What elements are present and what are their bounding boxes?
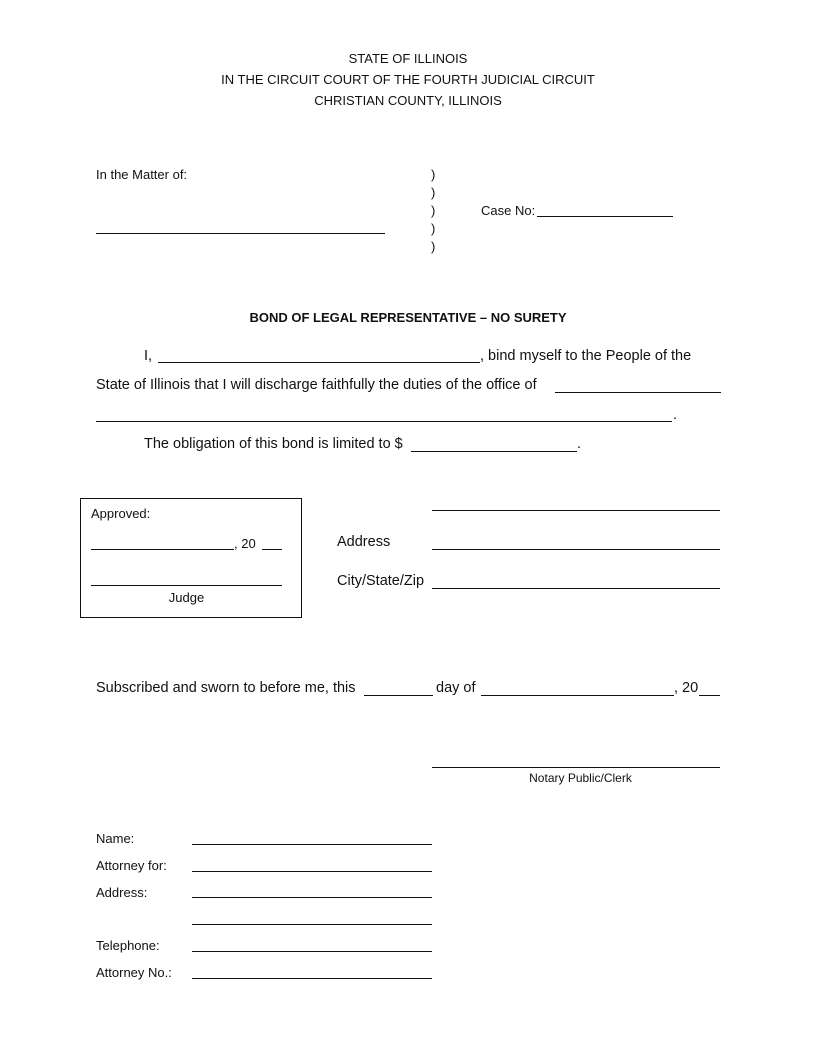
representative-signature-line[interactable] bbox=[432, 510, 720, 511]
notary-signature-line[interactable] bbox=[432, 767, 720, 768]
judge-signature-line[interactable] bbox=[91, 585, 282, 586]
representative-name-line[interactable] bbox=[158, 362, 480, 363]
approval-year-prefix: , 20 bbox=[234, 536, 256, 551]
notary-label: Notary Public/Clerk bbox=[529, 771, 632, 785]
header-court: IN THE CIRCUIT COURT OF THE FOURTH JUDICIAL CIRCUIT bbox=[221, 72, 595, 87]
sworn-prefix: Subscribed and sworn to before me, this bbox=[96, 680, 356, 696]
office-continued-line[interactable] bbox=[96, 421, 672, 422]
attorney-address-line-1[interactable] bbox=[192, 897, 432, 898]
sworn-month-line[interactable] bbox=[481, 695, 674, 696]
city-state-zip-line[interactable] bbox=[432, 588, 720, 589]
office-line[interactable] bbox=[555, 392, 721, 393]
attorney-address-line-2[interactable] bbox=[192, 924, 432, 925]
obligation-amount-line[interactable] bbox=[411, 451, 577, 452]
body-period: . bbox=[673, 407, 678, 423]
attorney-for-line[interactable] bbox=[192, 871, 432, 872]
attorney-no-line[interactable] bbox=[192, 978, 432, 979]
body-state-text: State of Illinois that I will discharge faithfully the duties of the office of bbox=[96, 377, 537, 393]
telephone-line[interactable] bbox=[192, 951, 432, 952]
judge-label: Judge bbox=[168, 590, 205, 605]
header-county: CHRISTIAN COUNTY, ILLINOIS bbox=[314, 93, 502, 108]
caption-paren: ) bbox=[431, 239, 436, 254]
body-i-prefix: I, bbox=[144, 348, 153, 364]
telephone-label: Telephone: bbox=[96, 938, 160, 953]
approval-year-line[interactable] bbox=[262, 549, 282, 550]
sworn-day-of: day of bbox=[436, 680, 476, 696]
party-name-line[interactable] bbox=[96, 233, 385, 234]
approval-date-line[interactable] bbox=[91, 549, 234, 550]
caption-paren: ) bbox=[431, 167, 436, 182]
attorney-for-label: Attorney for: bbox=[96, 858, 167, 873]
header-state: STATE OF ILLINOIS bbox=[348, 51, 468, 66]
attorney-no-label: Attorney No.: bbox=[96, 965, 172, 980]
caption-paren: ) bbox=[431, 185, 436, 200]
sworn-day-line[interactable] bbox=[364, 695, 433, 696]
address-line[interactable] bbox=[432, 549, 720, 550]
document-title: BOND OF LEGAL REPRESENTATIVE – NO SURETY bbox=[249, 310, 567, 325]
matter-label: In the Matter of: bbox=[96, 167, 188, 182]
name-line[interactable] bbox=[192, 844, 432, 845]
sworn-year-line[interactable] bbox=[699, 695, 720, 696]
body-bind-text: , bind myself to the People of the bbox=[480, 348, 692, 364]
caption-paren: ) bbox=[431, 221, 436, 236]
obligation-text: The obligation of this bond is limited to $ bbox=[144, 436, 403, 452]
caption-paren: ) bbox=[431, 203, 436, 218]
approved-label: Approved: bbox=[91, 506, 151, 521]
name-label: Name: bbox=[96, 831, 135, 846]
address-label: Address bbox=[337, 534, 391, 550]
obligation-period: . bbox=[577, 436, 582, 452]
city-state-zip-label: City/State/Zip bbox=[337, 573, 425, 589]
case-no-line[interactable] bbox=[537, 216, 673, 217]
attorney-address-label: Address: bbox=[96, 885, 148, 900]
sworn-year-prefix: , 20 bbox=[674, 680, 699, 696]
case-no-label: Case No: bbox=[481, 203, 536, 218]
